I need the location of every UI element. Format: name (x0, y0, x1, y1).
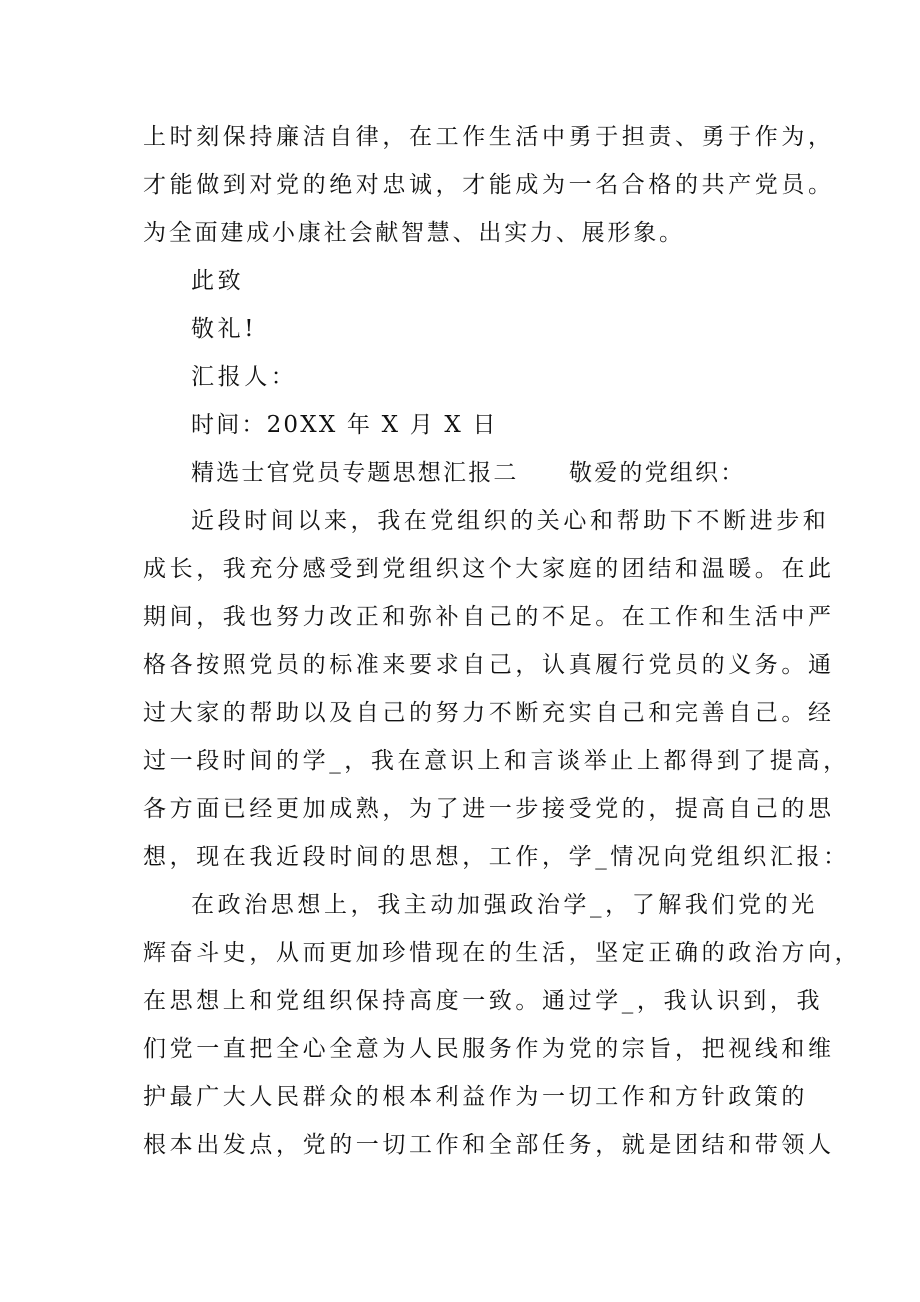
closing-salutation: 此致 (191, 268, 245, 294)
paragraph-line: 成长，我充分感受到党组织这个大家庭的团结和温暖。在此 (143, 556, 835, 582)
paragraph-line: 在思想上和党组织保持高度一致。通过学_，我认识到，我 (143, 988, 824, 1014)
paragraph-line: 近段时间以来，我在党组织的关心和帮助下不断进步和 (191, 508, 830, 534)
paragraph-line: 过一段时间的学_，我在意识上和言谈举止上都得到了提高， (143, 748, 850, 774)
date-line: 时间：20XX 年 X 月 X 日 (191, 412, 498, 438)
paragraph-line: 才能做到对党的绝对忠诚，才能成为一名合格的共产党员。 (143, 172, 835, 198)
paragraph-line: 格各按照党员的标准来要求自己，认真履行党员的义务。通 (143, 652, 835, 678)
paragraph-line: 根本出发点，党的一切工作和全部任务，就是团结和带领人 (143, 1132, 835, 1158)
closing-regards: 敬礼! (191, 316, 258, 342)
reporter-label: 汇报人： (191, 364, 298, 390)
paragraph-line: 期间，我也努力改正和弥补自己的不足。在工作和生活中严 (143, 604, 835, 630)
paragraph-line: 们党一直把全心全意为人民服务作为党的宗旨，把视线和维 (143, 1036, 835, 1062)
paragraph-line: 上时刻保持廉洁自律，在工作生活中勇于担责、勇于作为， (143, 124, 835, 150)
paragraph-line: 辉奋斗史，从而更加珍惜现在的生活，坚定正确的政治方向， (143, 940, 862, 966)
section-heading: 精选士官党员专题思想汇报二 敬爱的党组织： (191, 460, 746, 486)
paragraph-line: 想，现在我近段时间的思想，工作，学_情况向党组织汇报： (143, 844, 850, 870)
paragraph-line: 在政治思想上，我主动加强政治学_，了解我们党的光 (191, 892, 818, 918)
paragraph-line: 过大家的帮助以及自己的努力不断充实自己和完善自己。经 (143, 700, 835, 726)
paragraph-line: 护最广大人民群众的根本利益作为一切工作和方针政策的 (143, 1084, 808, 1110)
paragraph-line: 为全面建成小康社会献智慧、出实力、展形象。 (143, 220, 685, 246)
paragraph-line: 各方面已经更加成熟，为了进一步接受党的，提高自己的思 (143, 796, 835, 822)
